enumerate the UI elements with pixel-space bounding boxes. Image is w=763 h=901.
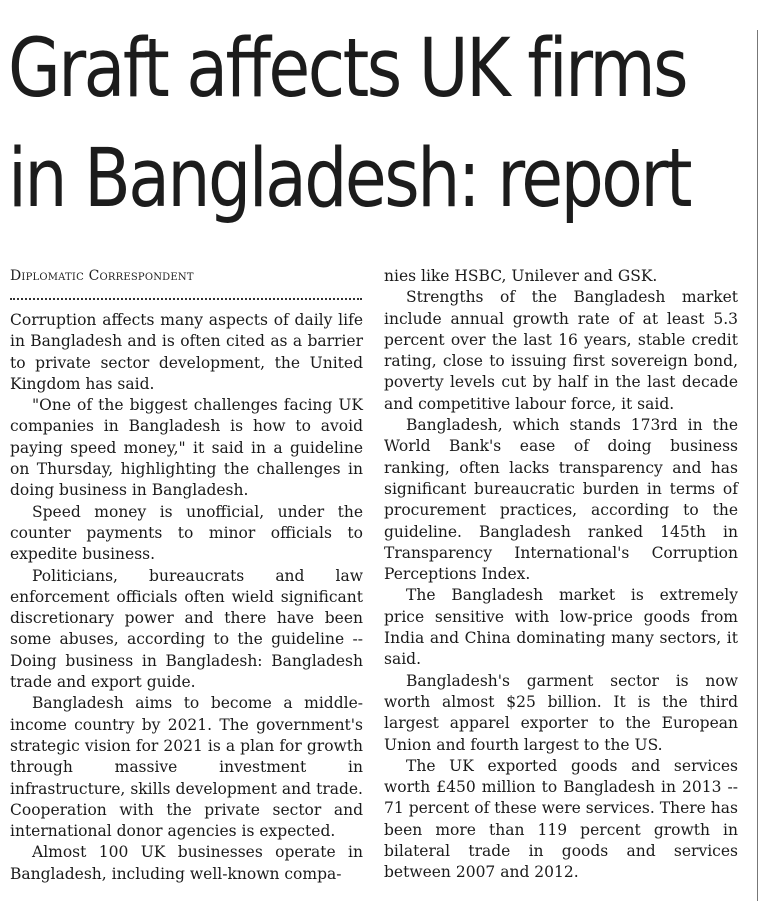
- article-column-right: [384, 266, 738, 884]
- article-column-left: [10, 310, 363, 885]
- byline: Diplomatic Correspondent: [10, 268, 194, 284]
- paragraph: Almost 100 UK businesses operate in Bangladesh, including well-known compa-: [10, 843, 363, 883]
- headline-line-1: Graft affects UK firms: [8, 22, 687, 116]
- headline-line-2: in Bangladesh: report: [8, 132, 691, 226]
- paragraph: Bangladesh aims to become a middle-income country by 2021. The government's strategic vision for 2021 is a plan for growth through massive investment in infrastructure, skills development and trade. Cooperation with the private sector and international donor agencies is expected.: [10, 694, 363, 841]
- paragraph: nies like HSBC, Unilever and GSK.: [384, 267, 658, 285]
- paragraph: The UK exported goods and services worth £450 million to Bangladesh in 2013 -- 71 percent of these were services. There has been more than 119 percent growth in bilateral trade in goods and services between 2007 and 2012.: [384, 756, 738, 882]
- paragraph: Corruption affects many aspects of daily life in Bangladesh and is often cited as a barrier to private sector development, the United Kingdom has said.: [10, 311, 363, 393]
- paragraph: Bangladesh's garment sector is now worth almost $25 billion. It is the third largest apparel exporter to the European Union and fourth largest to the US.: [384, 671, 738, 754]
- paragraph: Strengths of the Bangladesh market include annual growth rate of at least 5.3 percent over the last 16 years, stable credit rating, close to issuing first sovereign bond, poverty levels cut by half in the last decade and competitive labour force, it said.: [384, 288, 738, 413]
- paragraph: "One of the biggest challenges facing UK companies in Bangladesh is how to avoid paying speed money," it said in a guideline on Thursday, highlighting the challenges in doing business in Bangladesh.: [10, 396, 363, 500]
- column-rule: [757, 30, 758, 901]
- headline: [8, 14, 691, 234]
- paragraph: Bangladesh, which stands 173rd in the World Bank's ease of doing business ranking, often lacks transparency and has significant bureaucratic burden in terms of procurement practices, according to the guideline. Bangladesh ranked 145th in Transparency International's Corruption Perceptions Index.: [384, 416, 738, 584]
- paragraph: Speed money is unofficial, under the counter payments to minor officials to expedite business.: [10, 502, 363, 564]
- byline-divider: [10, 298, 362, 300]
- paragraph: The Bangladesh market is extremely price sensitive with low-price goods from India and China dominating many sectors, it said.: [384, 586, 738, 669]
- paragraph: Politicians, bureaucrats and law enforcement officials often wield significant discretionary power and there have been some abuses, according to the guideline -- Doing business in Bangladesh: Bangladesh trade and export guide.: [10, 566, 363, 692]
